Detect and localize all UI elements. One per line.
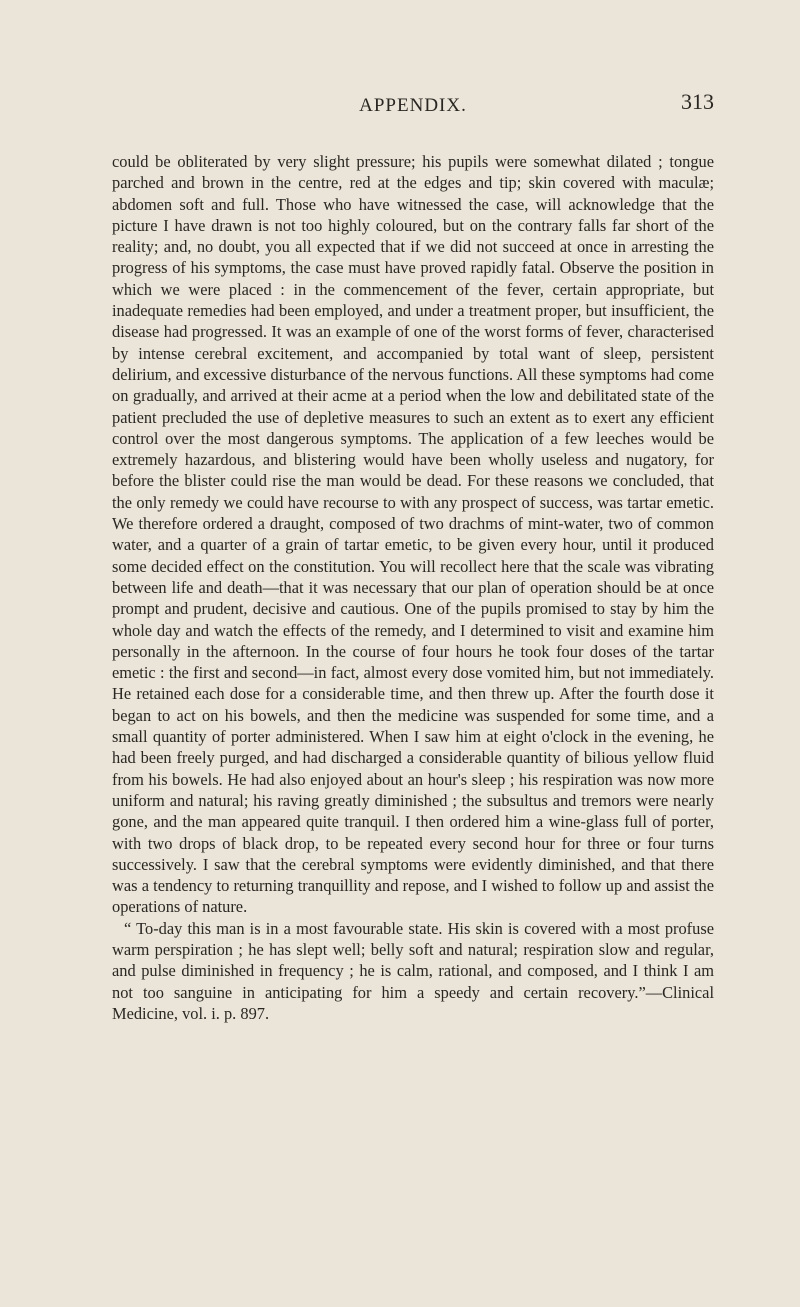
paragraph-continuation: could be obliterated by very slight pressure; his pupils were somewhat dilated ; tongue parched and brown in the centre, red at the edges and tip; skin covered with maculæ; abdomen soft and full. Those who have witnessed the case, will acknowledge that the picture I have drawn is not too highly coloured, but on the contrary falls far short of the reality; and, no doubt, you all expected that if we did not succeed at once in arresting the progress of his symptoms, the case must have proved rapidly fatal. Observe the position in which we were placed : in the commencement of the fever, certain appropriate, but inadequate remedies had been employed, and under a treatment proper, but insufficient, the disease had progressed. It was an example of one of the worst forms of fever, characterised by intense cerebral excitement, and accompanied by total want of sleep, persistent delirium, and excessive disturbance of the nervous functions. All these symptoms had come on gradually, and arrived at their acme at a period when the low and debilitated state of the patient precluded the use of depletive measures to such an extent as to exert any efficient control over the most dangerous symptoms. The application of a few leeches would be extremely hazardous, and blistering would have been wholly useless and nugatory, for before the blister could rise the man would be dead. For these reasons we concluded, that the only remedy we could have recourse to with any prospect of success, was tartar emetic. We therefore ordered a draught, composed of two drachms of mint-water, two of common water, and a quarter of a grain of tartar emetic, to be given every hour, until it produced some decided effect on the constitution. You will recollect here that the scale was vibrating between life and death—that it was necessary that our plan of operation should be at once prompt and prudent, decisive and cautious. One of the pupils promised to stay by him the whole day and watch the effects of the remedy, and I determined to visit and examine him personally in the afternoon. In the course of four hours he took four doses of the tartar emetic : the first and second—in fact, almost every dose vomited him, but not immediately. He retained each dose for a considerable time, and then threw up. After the fourth dose it began to act on his bowels, and then the medicine was suspended for some time, and a small quantity of porter administered. When I saw him at eight o'clock in the evening, he had been freely purged, and had discharged a considerable quantity of bilious yellow fluid from his bowels. He had also enjoyed about an hour's sleep ; his respiration was now more uniform and natural; his raving greatly diminished ; the subsultus and tremors were nearly gone, and the man appeared quite tranquil. I then ordered him a wine-glass full of porter, with two drops of black drop, to be repeated every second hour for three or four turns successively. I saw that the cerebral symptoms were evidently diminished, and that there was a tendency to returning tranquillity and repose, and I wished to follow up and assist the operations of nature. (112, 152, 714, 917)
running-title: APPENDIX. (359, 95, 467, 116)
body-text (112, 151, 714, 1024)
page-number: 313 (681, 89, 714, 114)
paragraph-quotation: “ To-day this man is in a most favourable state. His skin is covered with a most profuse warm perspiration ; he has slept well; belly soft and natural; respiration slow and regular, and pulse diminished in frequency ; he is calm, rational, and composed, and I think I am not too sanguine in anticipating for him a speedy and certain recovery.”—Clinical Medicine, vol. i. p. 897. (112, 918, 714, 1023)
running-head (112, 0, 714, 116)
